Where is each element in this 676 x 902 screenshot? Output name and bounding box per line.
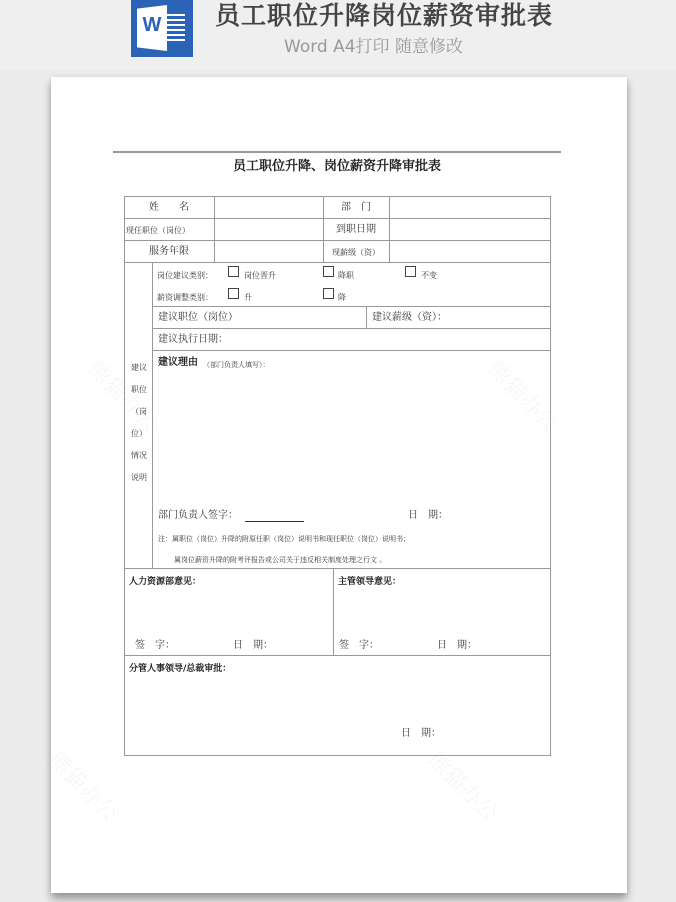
hr-opinion-field[interactable] (128, 590, 328, 635)
reason-label: 建议理由 (158, 357, 198, 368)
signature-line[interactable] (245, 521, 304, 522)
row-divider (124, 568, 551, 569)
row-divider (152, 306, 551, 307)
name-field[interactable] (215, 197, 323, 218)
service-years-field[interactable] (215, 241, 323, 262)
reason-hint: （部门负责人填写）： (203, 361, 270, 369)
dept-field[interactable] (390, 197, 550, 218)
option-unchanged-label: 不变 (421, 271, 437, 280)
supervisor-opinion-field[interactable] (338, 590, 546, 635)
word-lines-icon (167, 14, 185, 44)
side-label-line: 建议 (131, 363, 147, 372)
checkbox-unchanged[interactable] (405, 266, 416, 277)
reason-textarea[interactable] (158, 372, 546, 502)
suggestion-side-label (126, 357, 152, 489)
salary-grade-field[interactable] (390, 241, 550, 262)
row-divider (152, 328, 551, 329)
hire-date-field[interactable] (390, 219, 550, 240)
option-raise-label: 升 (244, 293, 252, 302)
dept-head-date-label: 日 期： (408, 510, 448, 521)
side-label-line: 情况 (131, 451, 147, 460)
col-divider (366, 306, 367, 328)
current-position-label: 现任职位（岗位） (126, 226, 190, 235)
current-position-field[interactable] (215, 219, 323, 240)
hire-date-label: 到职日期 (336, 224, 376, 235)
supervisor-sign-label: 签 字： (339, 640, 379, 651)
salary-grade-label: 现薪级（资） (332, 248, 380, 257)
col-divider (333, 568, 334, 655)
exec-date-label: 建议执行日期： (158, 334, 228, 345)
col-divider (152, 262, 153, 568)
header-rule (113, 151, 561, 153)
banner-title: 员工职位升降岗位薪资审批表 (215, 1, 554, 30)
option-demotion-label: 降职 (338, 271, 354, 280)
option-cut-label: 降 (338, 293, 346, 302)
option-promotion-label: 岗位晋升 (244, 271, 276, 280)
salary-type-label: 薪资调整类别： (157, 293, 213, 302)
hr-date-label: 日 期： (233, 640, 273, 651)
document-title: 员工职位升降、岗位薪资升降审批表 (232, 159, 441, 174)
hr-opinion-label: 人力资源部意见： (129, 577, 202, 587)
final-approval-label: 分管人事领导/总裁审批： (129, 664, 232, 674)
checkbox-salary-cut[interactable] (323, 288, 334, 299)
note-line-2: 属岗位薪资升降的附考评报告或公司关于违反相关制度处理之行文 。 (174, 556, 387, 564)
word-icon (131, 0, 193, 57)
banner (0, 0, 676, 70)
row-divider (152, 350, 551, 351)
banner-subtitle: Word A4打印 随意修改 (284, 37, 463, 57)
hr-sign-label: 签 字： (135, 640, 175, 651)
side-label-line: （岗 (131, 407, 147, 416)
side-label-line: 说明 (131, 473, 147, 482)
name-label: 姓 名 (149, 202, 189, 213)
dept-head-signature-label: 部门负责人签字： (158, 510, 238, 521)
word-letter: W (142, 14, 162, 36)
service-years-label: 服务年限 (149, 246, 189, 257)
side-label-line: 位） (131, 429, 147, 438)
supervisor-opinion-label: 主管领导意见： (338, 577, 402, 587)
side-label-line: 职位 (131, 385, 147, 394)
final-approval-date-label: 日 期： (401, 728, 441, 739)
supervisor-date-label: 日 期： (437, 640, 477, 651)
final-approval-field[interactable] (128, 678, 546, 723)
checkbox-promotion[interactable] (228, 266, 239, 277)
suggested-salary-label: 建议薪级（资）： (372, 312, 447, 323)
checkbox-salary-raise[interactable] (228, 288, 239, 299)
row-divider (124, 655, 551, 656)
note-line-1: 注：属职位（岗位）升降的附原任职（岗位）说明书和现任职位（岗位）说明书； (158, 535, 410, 543)
dept-label: 部 门 (341, 202, 371, 213)
row-divider (124, 262, 551, 263)
checkbox-demotion[interactable] (323, 266, 334, 277)
suggested-position-label: 建议职位（岗位） (158, 312, 238, 323)
position-type-label: 岗位建议类别： (157, 271, 213, 280)
